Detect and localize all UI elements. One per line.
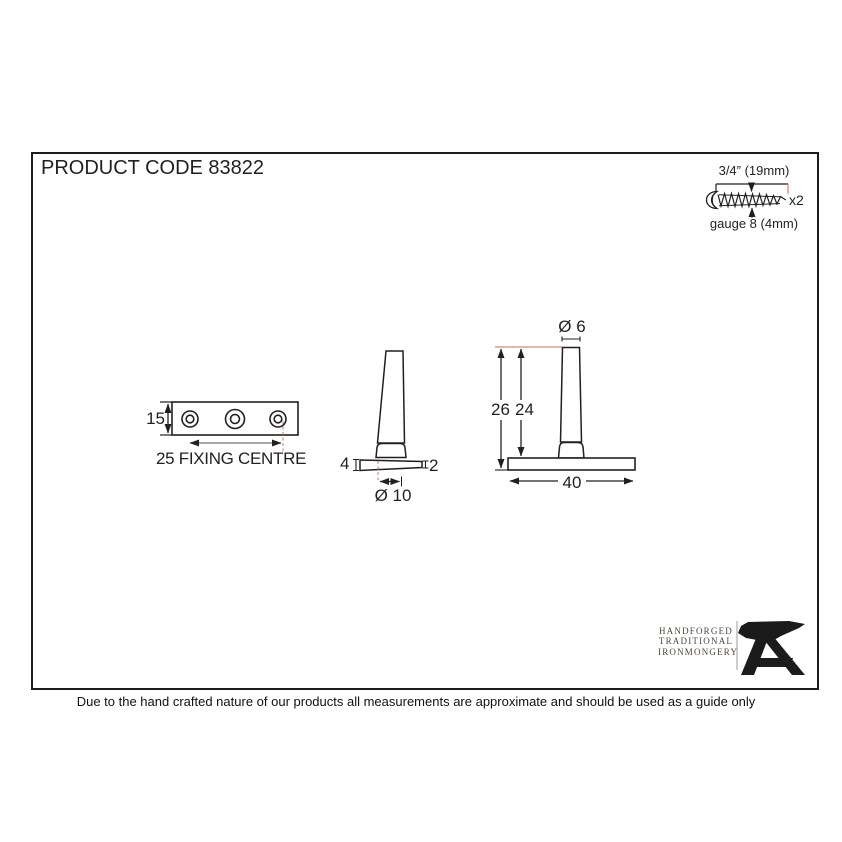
brand-logo (737, 621, 805, 675)
screw-quantity-label: x2 (789, 192, 804, 208)
logo-line-traditional: TRADITIONAL (658, 636, 734, 647)
side-pin-collar (376, 444, 406, 458)
anvil-icon (738, 621, 805, 675)
side-diameter-label: Ø 10 (374, 486, 412, 505)
front-dia-dim-line (562, 337, 580, 342)
front-base-plate (508, 458, 635, 470)
plate-outline (172, 402, 298, 435)
screw-head-slot (712, 194, 714, 207)
tick-4mm (353, 460, 359, 471)
plate-view (160, 402, 298, 452)
front-base-width-label: 40 (558, 473, 586, 493)
front-pin-height-label: 24 (511, 400, 538, 420)
page-title: PRODUCT CODE 83822 (41, 157, 265, 179)
fixing-centre-label: 25 FIXING CENTRE (156, 449, 307, 468)
screw-length-label: 3/4” (19mm) (718, 163, 790, 178)
front-overall-height-label: 26 (487, 400, 514, 420)
side-thickness-left-label: 4 (340, 454, 350, 473)
front-pin-shaft (561, 348, 582, 443)
front-pin-diameter-label: Ø 6 (558, 317, 586, 336)
side-pin-shaft (378, 351, 405, 443)
plate-height-label: 15 (146, 409, 165, 428)
front-pin-collar (559, 443, 585, 459)
side-view (353, 351, 429, 487)
tick-2mm (423, 461, 429, 468)
logo-wordmark (658, 626, 739, 657)
screw-gauge-label: gauge 8 (4mm) (709, 216, 799, 231)
disclaimer-text: Due to the hand crafted nature of our products all measurements are approximate and should be used as a guide only (76, 694, 756, 709)
screw-illustration (707, 184, 789, 218)
side-thickness-right-label: 2 (429, 456, 439, 475)
logo-line-ironmongery: IRONMONGERY (658, 646, 739, 657)
logo-line-handforged: HANDFORGED (658, 626, 733, 636)
side-base-plate (360, 460, 422, 471)
